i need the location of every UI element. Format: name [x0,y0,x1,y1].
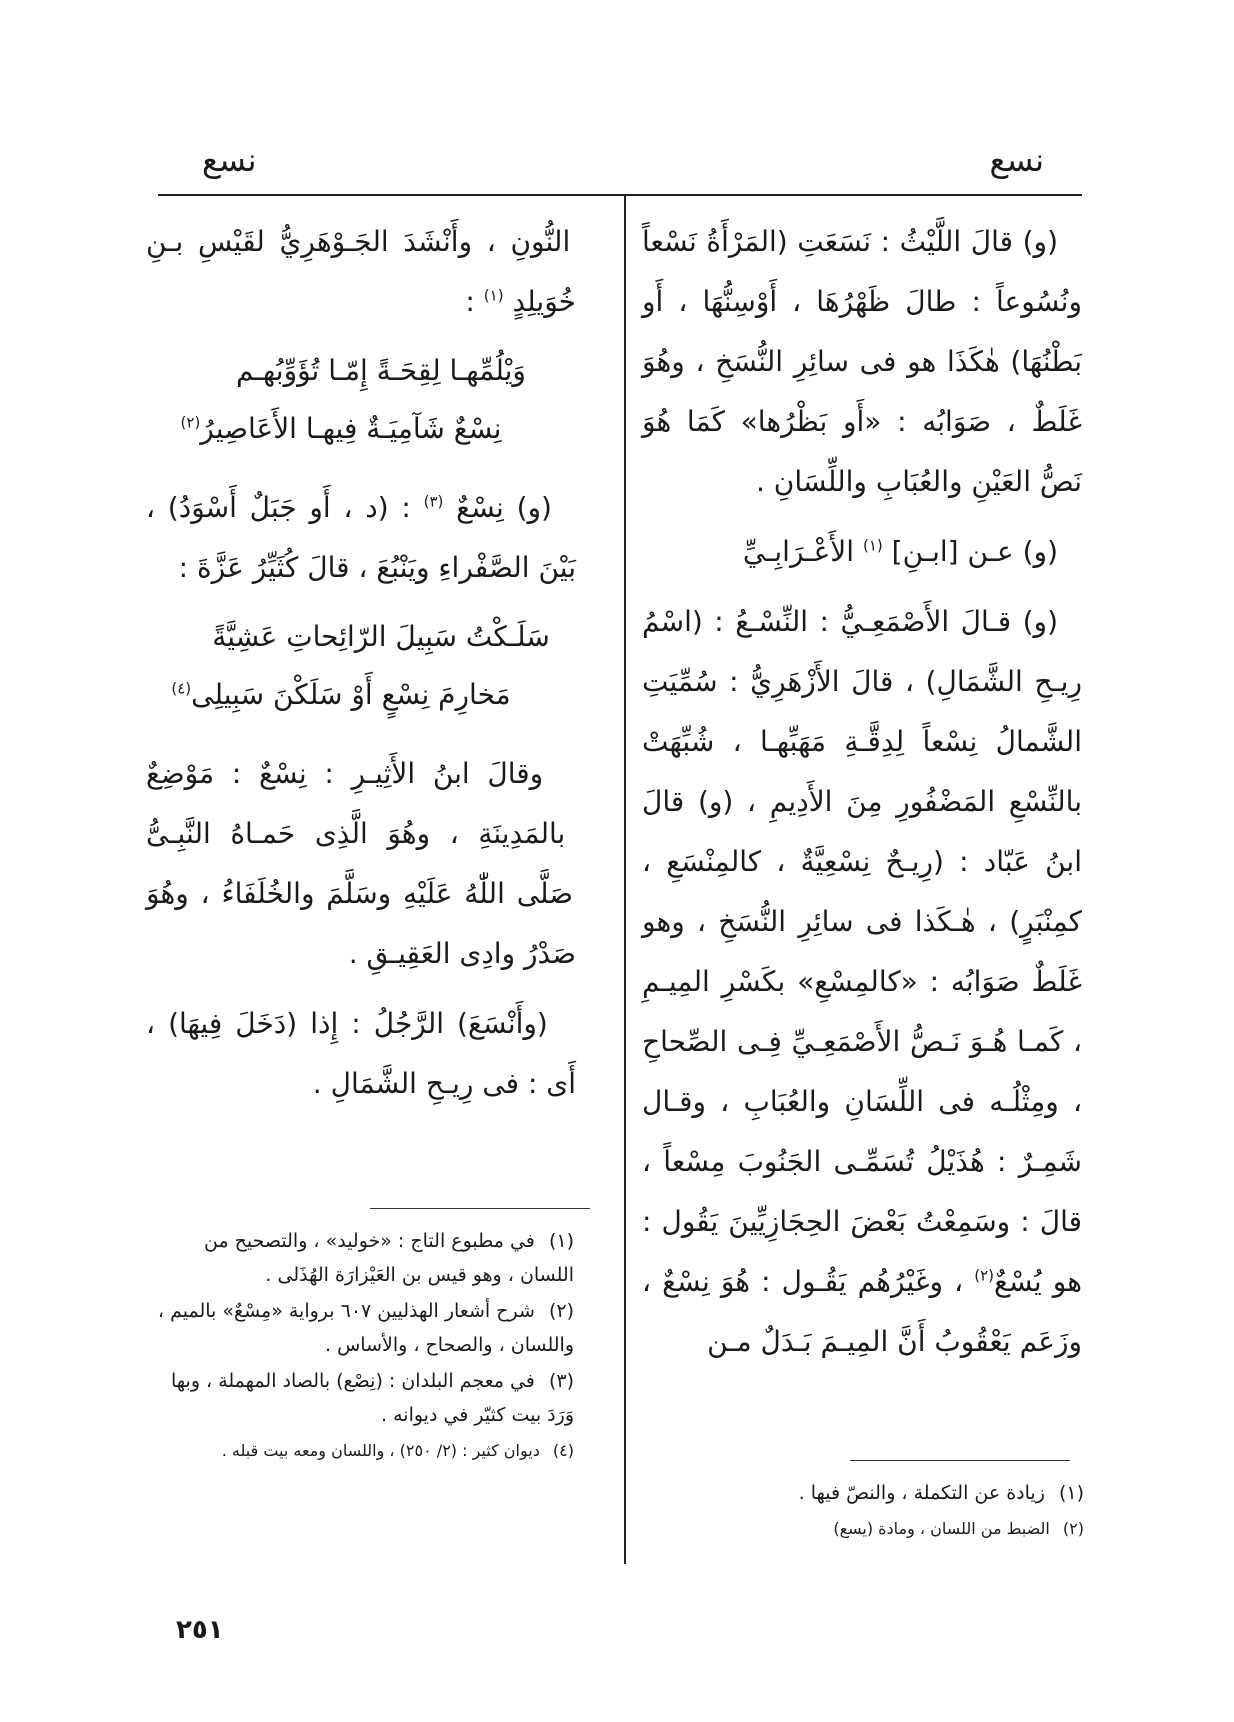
text-line: (وأَنْسَعَ) الرَّجُلُ : إِذا (دَخَلَ فِيهَا) ، [146,1007,548,1040]
poetry-verse [146,608,576,724]
text-line: صَلَّى اللّٰهُ عَلَيْهِ وسَلَّمَ والخُلَفَاءُ ، وهُوَ [146,877,574,910]
text-line: وزَعَم يَعْقُوبُ أَنَّ المِيـمَ بَـدَلٌ مـن [707,1325,1082,1358]
footnote-ref: (١) [862,536,883,555]
footnote-rule [850,1460,1070,1461]
footnote [144,1434,574,1468]
text-line: النُّسَخِ ، وهو غَلَطٌ صَوَابُه : «كالمِسْعِ» [642,905,1082,998]
text-fragment: نِسْعٌ شَآمِيَـةٌ فِيهـا الأَعَاصِيرُ [200,412,502,445]
ansaa-paragraph [146,994,576,1114]
text-line: (و) قالَ ابنُ عَبّاد : (رِيـحٌ نِسْعِيَّةٌ ، [642,785,1082,878]
footnote-ref: (٣) [423,492,444,511]
spacer [146,466,576,478]
text-line: بكَسْرِ المِيـمِ ، كَمـا هُـوَ نَـصُّ [642,965,1082,1058]
verse-hemistich: سَلَـكْتُ سَبِيلَ الرّائِحاتِ عَشِيَّةً [212,620,550,653]
footnote-number: (٣) [548,1370,574,1392]
right-header-word: نسع [989,141,1044,179]
text-fragment: : (د ، أَو جَبَلٌ أَسْوَدُ) ، [146,491,411,524]
right-footnotes [644,1476,1084,1548]
footnote-ref: (٤) [171,679,192,698]
verse-hemistich [146,666,576,724]
footnote-number: (١) [548,1230,574,1252]
footnote [644,1476,1084,1510]
left-header-word: نسع [202,141,257,179]
text-line: سُمِّيَتِ الشَّمالُ نِسْعاً لِدِقَّـةِ مَهَبِّهـا ، [642,665,1082,758]
text-line: شُبِّهَتْ بالنِّسْعِ المَضْفُورِ مِنَ الأَدِيمِ ، [642,725,1082,818]
text-line: أَى : فى رِيـحِ الشَّمَالِ . [312,1067,576,1100]
text-fragment: (و) نِسْعٌ [456,491,552,524]
text-line: (اسْمُ رِيـحِ الشَّمَالِ) ، قالَ الأَزْهَرِيُّ : [642,605,1082,698]
laith-paragraph [642,212,1082,512]
nis-paragraph [146,478,576,598]
footnote [144,1294,574,1362]
text-line: أَو بَطْنُهَا) هٰكَذَا هو فى سائِرِ النُّسَخِ ، [642,285,1082,378]
text-line: صَدْرُ وادِى العَقِيـقِ . [348,937,576,970]
text-fragment: الأَعْـرَابِـيِّ [742,535,855,568]
footnote-number: (٤) [552,1441,574,1460]
text-line: وقالَ ابنُ الأَثِيـرِ : نِسْعٌ : مَوْضِعٌ [146,757,544,790]
footnote [144,1224,574,1292]
text-line: وسَمِعْتُ بَعْضَ الحِجَازِيِّينَ يَقُول : هو [642,1205,1082,1298]
footnote-text: في مطبوع التاج : «خوليد» ، والتصحيح من اللسان ، وهو قيس بن العَيْزارَة الهُذَلى . [203,1230,574,1286]
text-line: كالمِنْسَعِ ، كمِنْبَرٍ) ، هٰـكَذا فى سائِرِ [642,845,1082,938]
left-footnotes [144,1224,574,1470]
footnote-ref: (١) [483,286,504,305]
footnote-text: ديوان كثير : (٢/ ٢٥٠) ، واللسان ومعه بيت قبله . [221,1441,540,1460]
jawhari-intro [146,212,576,332]
asmai-paragraph [642,592,1082,1372]
text-fragment: : [465,285,475,318]
text-line: (و) قالَ اللَّيْثُ : نَسَعَتِ (المَرْأَةُ [696,225,1058,258]
ibn-arabi-paragraph [642,522,1082,582]
ibn-athir-paragraph [146,744,576,984]
verse-hemistich [146,400,576,458]
left-column [146,212,576,1124]
text-line: الأَصْمَعِـيِّ فِـى الصِّحاحِ ، ومِثْلُـه [642,1025,1082,1118]
column-divider [624,196,626,1564]
text-line: هُوَ نَصُّ العَيْنِ والعُبَابِ واللِّسَانِ . [642,405,1082,498]
text-line: هُذَيْلُ تُسَمِّـى الجَنُوبَ مِسْعاً ، قالَ : [642,1145,1082,1238]
text-fragment: يُسْعٌ [994,1265,1042,1298]
verse-hemistich: وَيْلُمِّهـا لِقِحَـةً إِمّـا تُؤَوِّبُهـم [236,354,526,387]
text-line: نَسْعاً ونُسُوعاً : طالَ ظَهْرُهَا ، أَوْسِنُّهَا ، [642,225,1082,318]
footnote-text: زيادة عن التكملة ، والنصّ فيها . [798,1482,1045,1504]
footnote [144,1364,574,1432]
text-line: (و) قـالَ الأَصْمَعِـيُّ : النِّسْـعُ : [702,605,1058,638]
text-fragment: مَخارِمَ نِسْعٍ أَوْ سَلَكْنَ سَبِيلِى [191,678,511,711]
header-rule [158,194,1082,196]
footnote [644,1512,1084,1546]
page-number: ٢٥١ [176,1615,224,1645]
footnote-text: في معجم البلدان : (نِصْع) بالصاد المهملة ، وبها وَرَدَ بيت كثيّر في ديوانه . [170,1370,574,1426]
footnote-number: (٢) [548,1300,574,1322]
text-fragment: (و) عـن [ابـنِ] [891,535,1058,568]
text-fragment: خُوَيلِدٍ [512,285,576,318]
poetry-verse [146,342,576,458]
text-fragment: ، وغَيْرُهُم يَقُـول : هُوَ نِسْعٌ ، [642,1265,964,1298]
footnote-text: الضبط من اللسان ، ومادة (يسع) [833,1519,1050,1538]
text-line: بَيْنَ الصَّفْراءِ ويَنْبُعَ ، قالَ كُثَيِّرُ عَزَّةَ : [178,551,576,584]
footnote-number: (٢) [1062,1519,1084,1538]
footnote-text: شرح أشعار الهذليين ٦٠٧ برواية «مِسْعٌ» بالميم ، واللسان ، والصحاح ، والأساس . [157,1300,574,1356]
footnote-number: (١) [1058,1482,1084,1504]
footnote-rule [370,1208,590,1209]
text-line: وهُوَ غَلَطٌ ، صَوَابُه : «أَو بَظْرُها» كَمَا [642,345,1082,438]
spacer [146,732,576,744]
text-line: بالمَدِينَةِ ، وهُوَ الَّذِى حَمـاهُ النَّبِـىُّ [146,817,566,850]
text-line: فى اللِّسَانِ والعُبَابِ ، وقـال شَمِـرٌ : [642,1085,1082,1178]
text-line: النُّونِ ، وأَنْشَدَ الجَـوْهَرِيُّ لقَيْسِ بـنِ [146,225,571,258]
footnote-ref: (٢) [180,413,201,432]
right-column [642,212,1082,1382]
footnote-ref: (٢) [974,1266,995,1285]
